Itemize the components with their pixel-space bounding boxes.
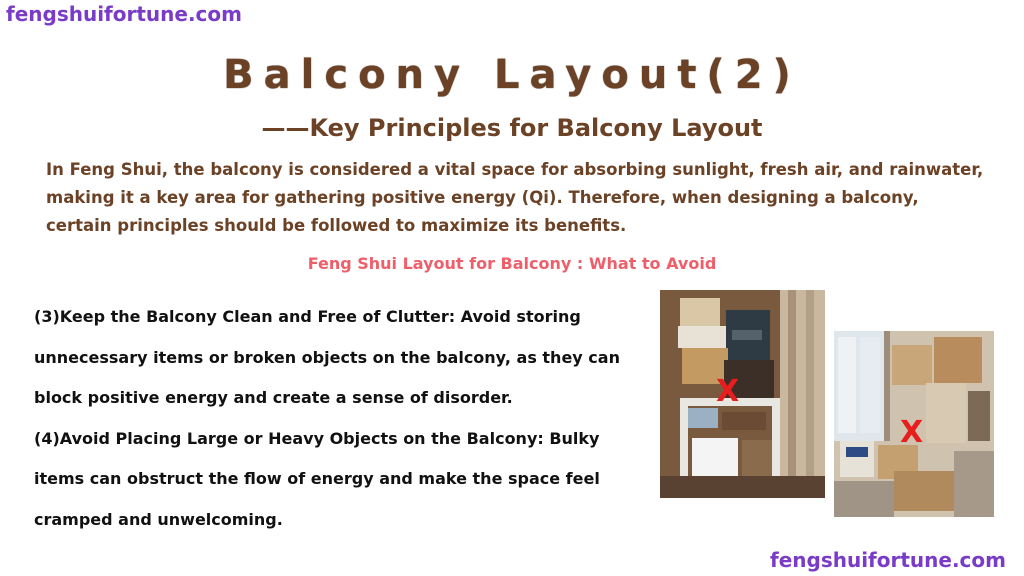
page-title: Balcony Layout(2)	[223, 52, 801, 98]
heavy-objects-balcony-photo	[834, 331, 994, 517]
cluttered-balcony-photo	[660, 290, 825, 498]
principle-3: (3)Keep the Balcony Clean and Free of Clutter: Avoid storing unnecessary items or broken objects on the balcony, as they can block positive energy and create a sense of disorder.	[34, 307, 620, 407]
site-watermark-bottom: fengshuifortune.com	[770, 548, 1006, 572]
avoid-x-mark: X	[716, 374, 740, 409]
avoid-x-mark: X	[900, 415, 924, 450]
page-subtitle: ——Key Principles for Balcony Layout	[261, 114, 763, 142]
principle-4: (4)Avoid Placing Large or Heavy Objects on the Balcony: Bulky items can obstruct the flow of energy and make the space feel cramped and unwelcoming.	[34, 428, 600, 529]
principles-text	[34, 297, 654, 540]
section-heading: Feng Shui Layout for Balcony : What to Avoid	[307, 254, 717, 273]
site-watermark-top: fengshuifortune.com	[6, 2, 242, 26]
intro-paragraph: In Feng Shui, the balcony is considered a vital space for absorbing sunlight, fresh air, and rainwater, making it a key area for gathering positive energy (Qi). Therefore, when designing a balcony, certain principles should be followed to maximize its benefits.	[46, 160, 984, 235]
